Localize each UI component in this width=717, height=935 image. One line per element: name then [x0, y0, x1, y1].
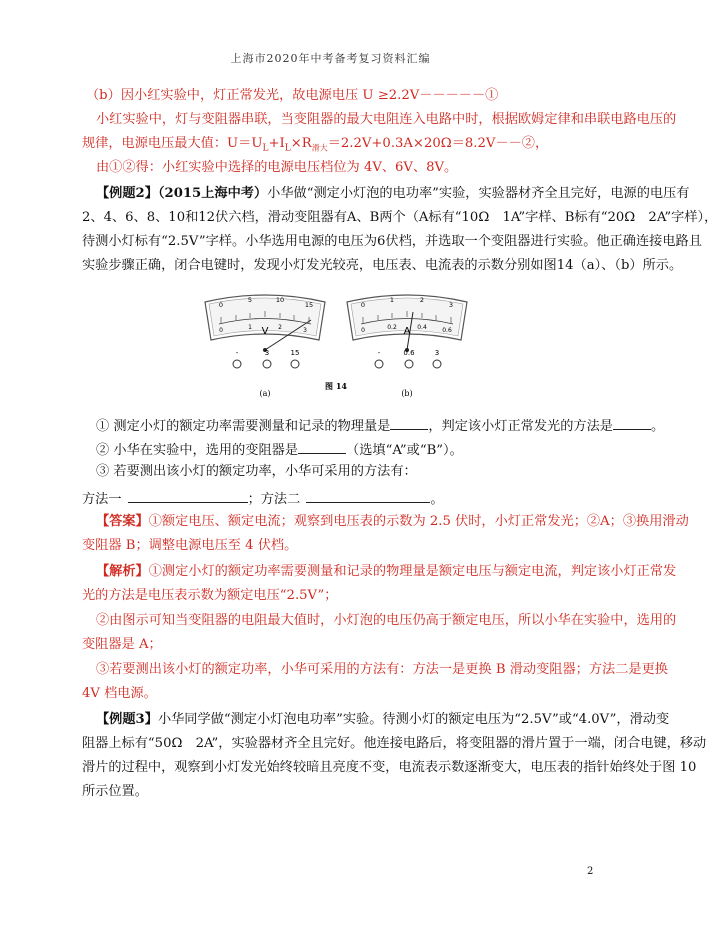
ammeter-low-tick-2: 0.4	[417, 324, 427, 331]
question-3: ③ 若要测出该小灯的额定功率，小华可采用的方法有：	[96, 464, 417, 479]
analysis-line-4: 变阻器是 A；	[82, 637, 162, 652]
method-1-blank[interactable]	[128, 488, 248, 503]
ammeter-b	[347, 295, 467, 398]
ammeter-letter: A	[403, 326, 411, 337]
voltmeter-low-tick-3: 3	[303, 327, 307, 334]
analysis-b-line-2: 小红实验中，灯与变阻器串联，当变阻器的最大电阻连入电路中时，根据欧姆定律和串联电路电压的	[96, 112, 677, 127]
example-3-tag: 【例题3】	[96, 712, 158, 727]
example-3-line-2: 阻器上标有“50Ω 2A”，实验器材齐全且完好。他连接电路后，将变阻器的滑片置于一端，闭合电键，移动	[82, 736, 707, 751]
ammeter-tick-0: 0	[360, 301, 366, 309]
analysis-line-3: ②由图示可知当变阻器的电阻最大值时，小灯泡的电压仍高于额定电压，所以小华在实验中，选用的	[96, 613, 677, 628]
ammeter-tick-2: 2	[419, 296, 425, 304]
analysis-tag: 【解析】	[96, 564, 149, 579]
voltmeter-low-tick-0: 0	[219, 327, 223, 334]
voltmeter-tick-10: 10	[275, 296, 285, 304]
voltmeter-tick-5: 5	[247, 296, 253, 304]
ammeter-low-tick-3: 0.6	[442, 327, 452, 334]
ammeter-terminal-neg: -	[377, 349, 381, 357]
example-3-line-3: 滑片的过程中，观察到小灯发光始终较暗且亮度不变，电流表示数逐渐变大，电压表的指针始终处于图 10	[82, 760, 697, 775]
voltmeter-tick-15: 15	[304, 301, 314, 309]
ammeter-tick-1: 1	[389, 296, 395, 304]
analysis-line-2: 光的方法是电压表示数为额定电压“2.5V”；	[82, 588, 338, 603]
ammeter-low-tick-1: 0.2	[387, 324, 397, 331]
answer-line-1: 【答案】①额定电压、额定电流；观察到电压表的示数为 2.5 伏时，小灯正常发光；②A；③换用滑动	[96, 514, 689, 529]
analysis-b-line-1: （b）因小红实验中，灯正常发光，故电源电压 U ≥2.2V－－－－－①	[86, 88, 499, 103]
example-2-line-2: 2、4、6、8、10和12伏六档，滑动变阻器有A、B两个（A标有“10Ω 1A”字样、B标有“20Ω 2A”字样），	[82, 210, 717, 225]
voltmeter-letter: V	[261, 326, 269, 337]
question-2-blank[interactable]	[298, 439, 346, 454]
analysis-line-1: 【解析】①测定小灯的额定功率需要测量和记录的物理量是额定电压与额定电流，判定该小灯正常发	[96, 564, 677, 579]
example-2-tag: 【例题2】	[96, 186, 158, 201]
voltmeter-a	[205, 295, 325, 398]
method-2-blank[interactable]	[306, 488, 430, 503]
figure-14-meters	[195, 288, 475, 403]
example-3-line-1: 【例题3】小华同学做“测定小灯泡电功率”实验。待测小灯的额定电压为“2.5V”或“4.0V”，滑动变	[96, 712, 670, 727]
question-1-blank-a[interactable]	[390, 415, 428, 430]
ammeter-low-tick-0: 0	[361, 327, 365, 334]
example-2-line-4: 实验步骤正确，闭合电键时，发现小灯发光较亮，电压表、电流表的示数分别如图14（a）、（b）所示。	[82, 258, 683, 273]
ammeter-tick-3: 3	[448, 301, 454, 309]
example-3-line-4: 所示位置。	[82, 784, 148, 799]
voltmeter-terminal-15: 15	[290, 349, 300, 357]
answer-line-2: 变阻器 B；调整电源电压至 4 伏档。	[82, 538, 298, 553]
figure-caption: 图 14	[325, 381, 347, 391]
example-2-line-1: 【例题2】（2015上海中考）小华做“测定小灯泡的电功率”实验，实验器材齐全且完好，电源的电压有	[96, 186, 690, 201]
analysis-b-line-4: 由①②得：小红实验中选择的电源电压档位为 4V、6V、8V。	[96, 160, 458, 175]
page-number: 2	[587, 866, 594, 877]
question-1: ① 测定小灯的额定功率需要测量和记录的物理量是 ，判定该小灯正常发光的方法是 。	[96, 415, 664, 436]
analysis-line-5: ③若要测出该小灯的额定功率，小华可采用的方法有：方法一是更换 B 滑动变阻器；方法二是更换	[96, 662, 668, 677]
question-1-blank-b[interactable]	[613, 415, 651, 430]
methods-line: 方法一 ；方法二 。	[82, 488, 444, 509]
voltmeter-low-tick-2: 2	[278, 324, 282, 331]
voltmeter-terminal-3: 3	[264, 349, 270, 357]
question-2: ② 小华在实验中，选用的变阻器是 （选填“A”或“B”）。	[96, 439, 463, 460]
example-2-source: （2015上海中考）	[157, 186, 268, 201]
ammeter-terminal-0-6: 0.6	[403, 349, 415, 357]
figure-label-b: (b)	[401, 389, 413, 398]
voltmeter-low-tick-1: 1	[248, 324, 252, 331]
voltmeter-tick-0: 0	[218, 301, 224, 309]
analysis-b-line-3: 规律，电源电压最大值：$U=U_L+I_L\times R_{滑大}=2.2V+0.3A\times 20\Omega=8.2V--②$，	[82, 136, 549, 154]
analysis-line-6: 4V 档电源。	[82, 686, 157, 701]
figure-label-a: (a)	[259, 389, 271, 398]
ammeter-terminal-3: 3	[434, 349, 440, 357]
page-header: 上海市2020年中考备考复习资料汇编	[230, 52, 431, 65]
answer-tag: 【答案】	[96, 514, 149, 529]
voltmeter-terminal-neg: -	[235, 349, 239, 357]
example-2-line-3: 待测小灯标有“2.5V”字样。小华选用电源的电压为6伏档，并选取一个变阻器进行实验。他正确连接电路且	[82, 234, 702, 249]
